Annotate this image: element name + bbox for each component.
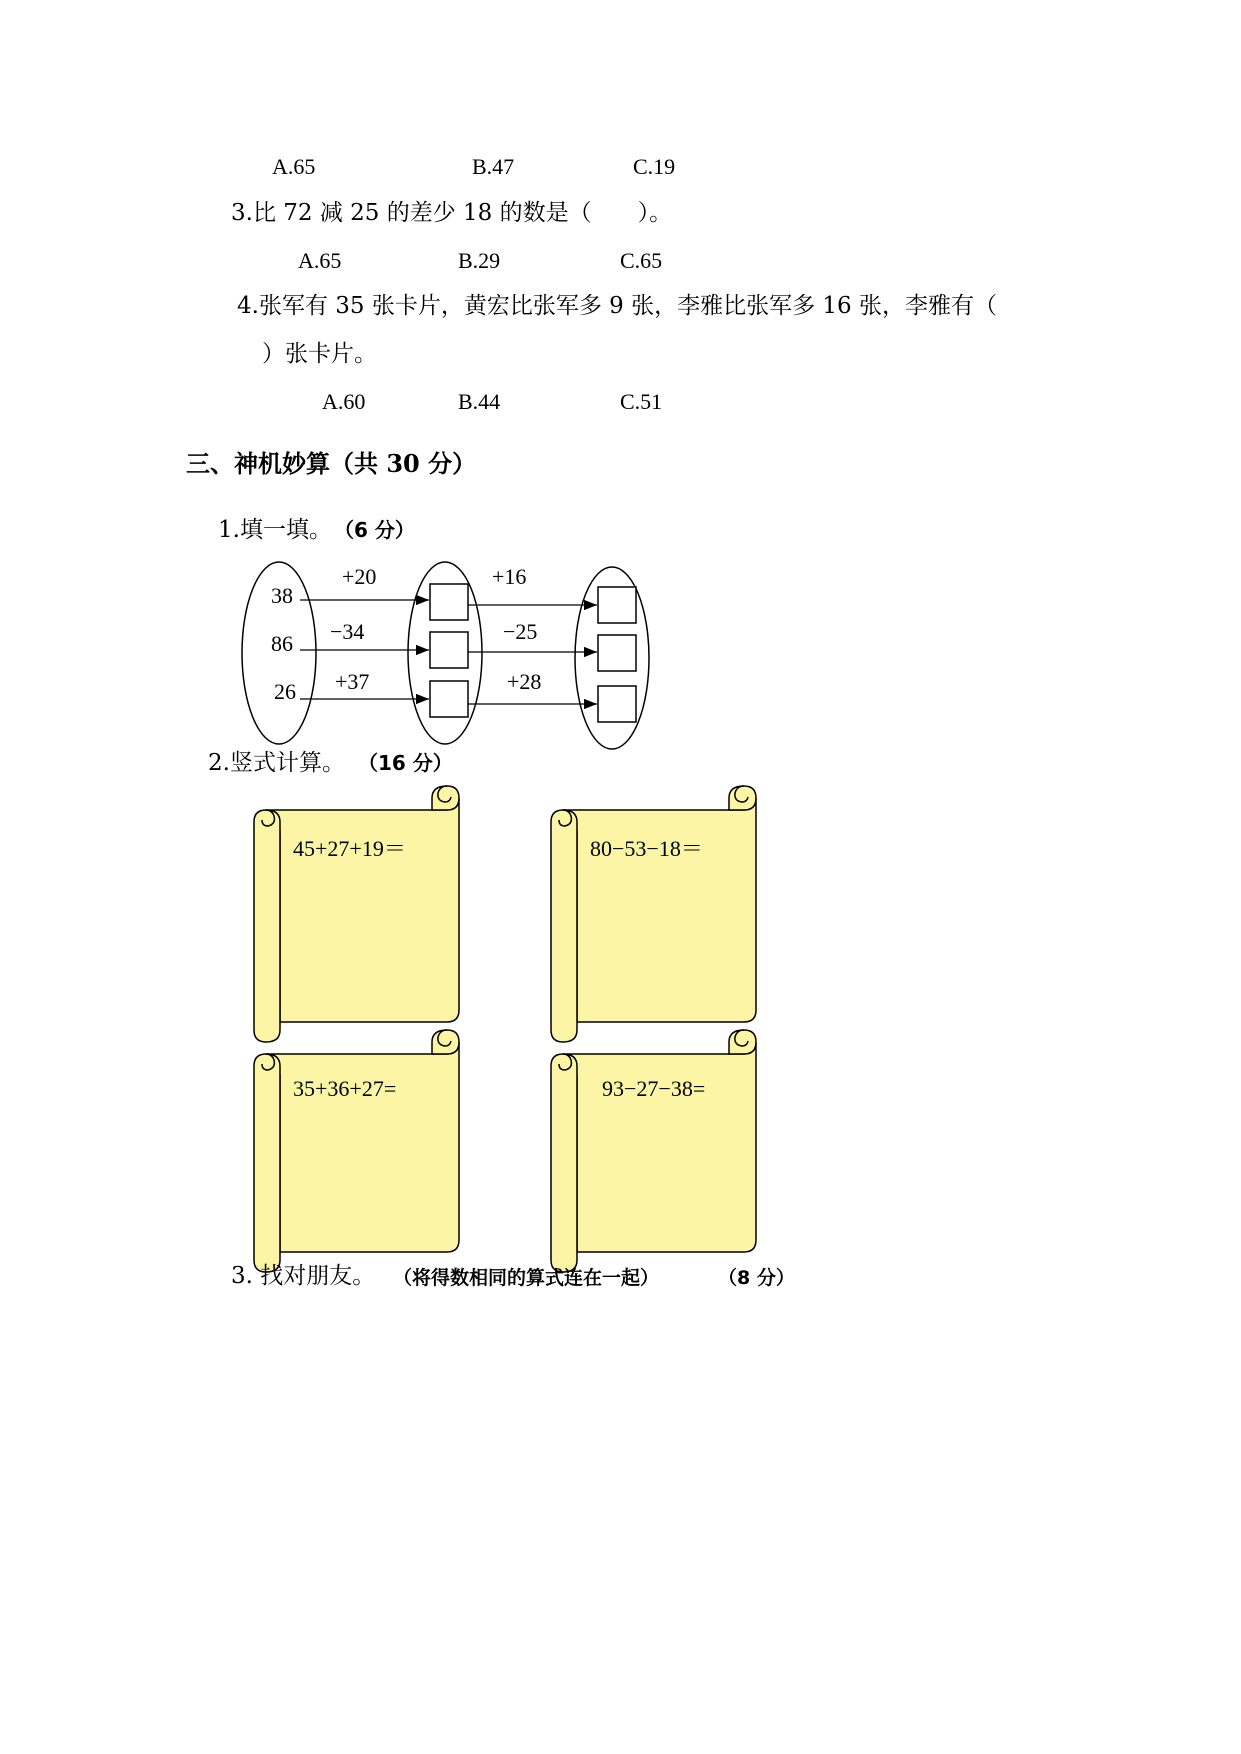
scroll-2	[551, 786, 756, 1042]
q2-option-b: B.47	[472, 154, 515, 179]
scroll-3-expression: 35+36+27=	[293, 1076, 397, 1101]
q3-option-a: A.65	[298, 248, 342, 273]
part3-score: （8 分）	[718, 1267, 795, 1289]
part1-score: （6 分）	[334, 518, 415, 542]
part3-note: （将得数相同的算式连在一起）	[393, 1267, 660, 1289]
q4-line1: 4.张军有 35 张卡片，黄宏比张军多 9 张，李雅比张军多 16 张，李雅有（	[237, 293, 997, 319]
scroll-1	[254, 786, 459, 1042]
q3-option-c: C.65	[620, 248, 663, 273]
input-3: 26	[274, 679, 296, 704]
q4-option-c: C.51	[620, 389, 663, 414]
op-1b: +16	[492, 564, 527, 589]
scroll-1-expression: 45+27+19＝	[293, 836, 406, 861]
q2-option-c: C.19	[633, 154, 676, 179]
q3-text: 3.比 72 减 25 的差少 18 的数是（ ）。	[231, 200, 673, 226]
scroll-4-expression: 93−27−38=	[602, 1076, 706, 1101]
scroll-2-expression: 80−53−18＝	[590, 836, 703, 861]
part1-label: 1.填一填。	[218, 517, 332, 543]
op-3b: +28	[507, 669, 542, 694]
section3-title: 三、神机妙算（共 30 分）	[186, 449, 477, 478]
op-2b: −25	[503, 619, 538, 644]
q4-option-b: B.44	[458, 389, 501, 414]
q2-option-a: A.65	[272, 154, 316, 179]
part3-label: 3. 找对朋友。	[231, 1263, 376, 1289]
part2-label: 2.竖式计算。	[208, 750, 345, 776]
q4-option-a: A.60	[322, 389, 366, 414]
scroll-3	[254, 1030, 459, 1272]
input-2: 86	[271, 631, 293, 656]
op-2a: −34	[330, 619, 365, 644]
q3-option-b: B.29	[458, 248, 501, 273]
scroll-4	[551, 1030, 756, 1272]
q4-line2: ）张卡片。	[262, 341, 377, 367]
op-1a: +20	[342, 564, 377, 589]
op-3a: +37	[335, 669, 370, 694]
input-1: 38	[271, 583, 293, 608]
part2-score: （16 分）	[358, 751, 453, 775]
